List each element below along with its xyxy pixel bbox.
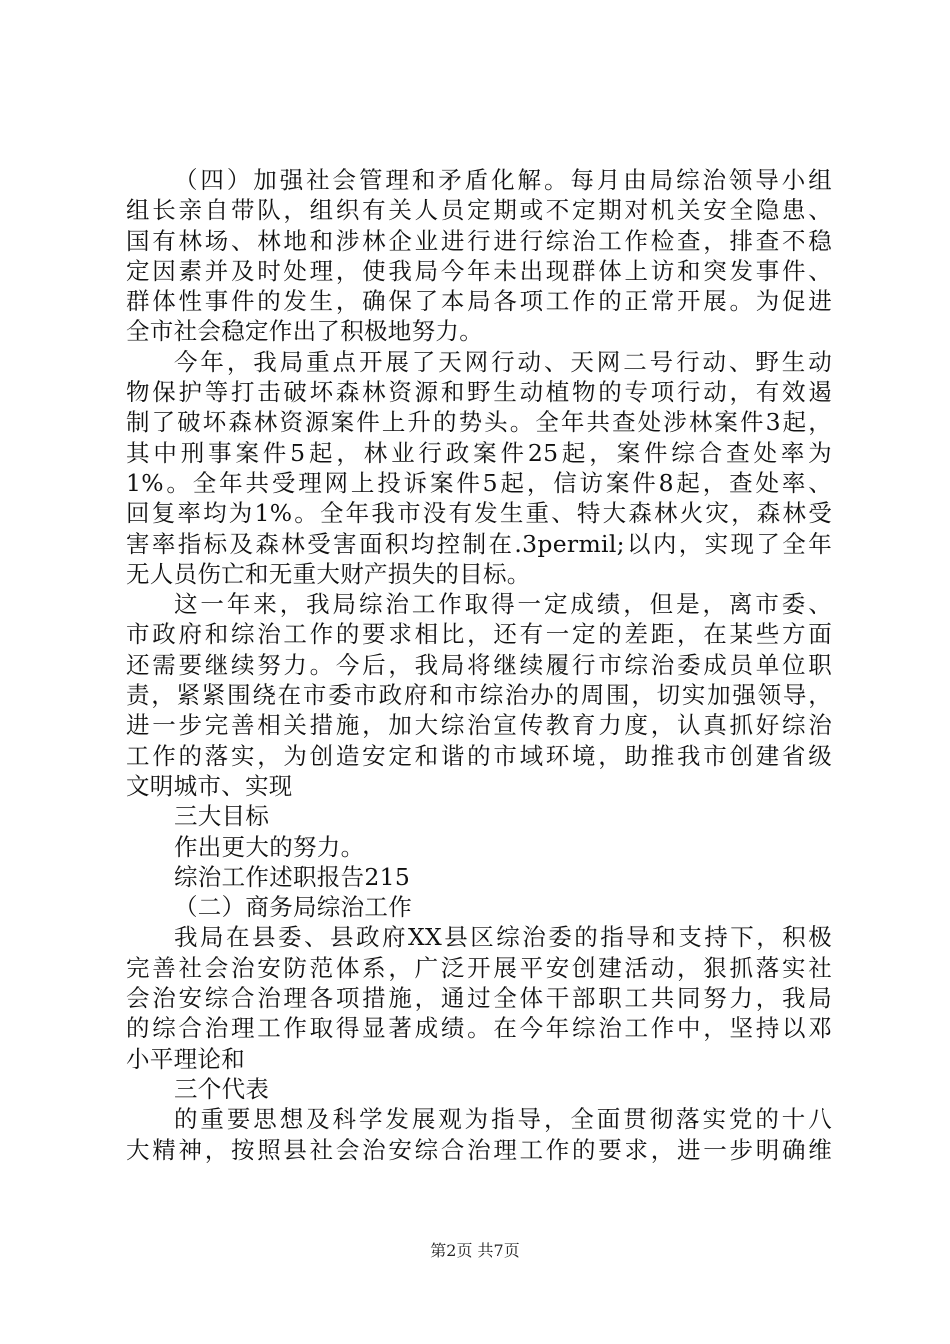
text-line: 组长亲自带队，组织有关人员定期或不定期对机关安全隐患、 (126, 196, 832, 225)
text-line: 作出更大的努力。 (174, 832, 365, 861)
text-line: 工作的落实，为创造安定和谐的市域环境，助推我市创建省级 (126, 741, 832, 770)
text-line: 的重要思想及科学发展观为指导，全面贯彻落实党的十八 (174, 1105, 832, 1134)
text-line: （四）加强社会管理和矛盾化解。每月由局综治领导小组 (174, 166, 832, 194)
text-line: 市政府和综治工作的要求相比，还有一定的差距，在某些方面 (126, 620, 832, 649)
page-number: 第2页 共7页 (430, 1241, 520, 1260)
text-line: （二）商务局综治工作 (174, 893, 412, 922)
text-line: 国有林场、林地和涉林企业进行进行综治工作检查，排查不稳 (126, 226, 832, 255)
text-line: 我局在县委、县政府XX县区综治委的指导和支持下，积极 (174, 923, 832, 952)
text-line: 1%。全年共受理网上投诉案件5起，信访案件8起，查处率、 (126, 468, 832, 497)
text-line: 文明城市、实现 (126, 771, 293, 800)
text-line: 全市社会稳定作出了积极地努力。 (126, 317, 483, 346)
text-line: 物保护等打击破坏森林资源和野生动植物的专项行动，有效遏 (126, 378, 832, 407)
text-line: 还需要继续努力。今后，我局将继续履行市综治委成员单位职 (126, 650, 832, 679)
text-line: 三大目标 (174, 802, 270, 831)
page-footer (0, 1240, 950, 1262)
text-line: 定因素并及时处理，使我局今年未出现群体上访和突发事件、 (126, 256, 832, 285)
text-line: 责，紧紧围绕在市委市政府和市综治办的周围，切实加强领导， (126, 681, 832, 710)
text-line: 进一步完善相关措施，加大综治宣传教育力度，认真抓好综治 (126, 711, 832, 740)
text-line: 综治工作述职报告215 (174, 862, 411, 891)
text-line: 今年，我局重点开展了天网行动、天网二号行动、野生动 (174, 347, 832, 376)
text-line: 小平理论和 (126, 1044, 245, 1073)
text-line: 无人员伤亡和无重大财产损失的目标。 (126, 559, 531, 588)
text-line: 完善社会治安防范体系，广泛开展平安创建活动，狠抓落实社 (126, 953, 832, 982)
text-line: 回复率均为1%。全年我市没有发生重、特大森林火灾，森林受 (126, 499, 832, 528)
text-line: 这一年来，我局综治工作取得一定成绩，但是，离市委、 (174, 590, 832, 619)
text-line: 制了破坏森林资源案件上升的势头。全年共查处涉林案件3起， (126, 408, 832, 437)
text-line: 三个代表 (174, 1074, 270, 1103)
text-line: 的综合治理工作取得显著成绩。在今年综治工作中，坚持以邓 (126, 1014, 832, 1043)
text-line: 会治安综合治理各项措施，通过全体干部职工共同努力，我局 (126, 984, 832, 1013)
text-line: 害率指标及森林受害面积均控制在.3permil;以内，实现了全年 (126, 529, 832, 558)
document-body (126, 165, 832, 1165)
text-line: 群体性事件的发生，确保了本局各项工作的正常开展。为促进 (126, 287, 832, 316)
text-line: 其中刑事案件5起，林业行政案件25起，案件综合查处率为 (126, 438, 832, 467)
text-line: 大精神，按照县社会治安综合治理工作的要求，进一步明确维 (126, 1135, 832, 1164)
